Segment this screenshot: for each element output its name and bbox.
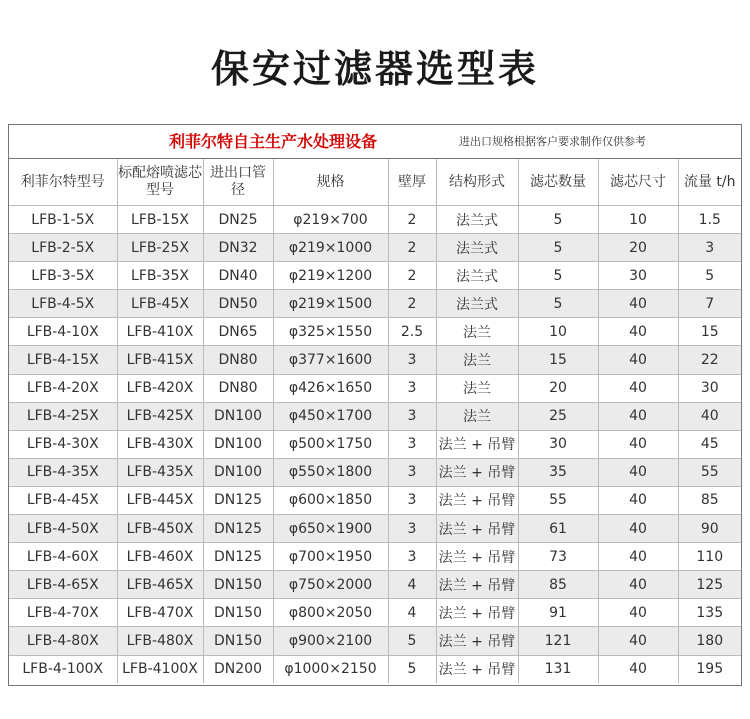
header-cartridge-count: 滤芯数量 (518, 159, 598, 206)
cell-wall-thickness: 2 (388, 290, 436, 318)
cell-cartridge-count: 5 (518, 234, 598, 262)
table-row (9, 599, 741, 627)
cell-cartridge-model: LFB-15X (117, 206, 203, 234)
cell-spec: φ219×700 (273, 206, 388, 234)
cell-cartridge-size: 10 (598, 206, 678, 234)
cell-cartridge-model: LFB-450X (117, 515, 203, 543)
page-title: 保安过滤器选型表 (210, 47, 539, 91)
cell-cartridge-size: 20 (598, 234, 678, 262)
cell-pipe-diameter: DN125 (203, 543, 273, 571)
cell-model: LFB-4-60X (9, 543, 117, 571)
cell-pipe-diameter: DN25 (203, 206, 273, 234)
cell-flow-rate: 90 (678, 515, 741, 543)
cell-cartridge-count: 61 (518, 515, 598, 543)
cell-pipe-diameter: DN32 (203, 234, 273, 262)
cell-wall-thickness: 2 (388, 262, 436, 290)
cell-flow-rate: 135 (678, 599, 741, 627)
cell-cartridge-size: 40 (598, 458, 678, 486)
banner-note: 进出口规格根据客户要求制作仅供参考 (459, 135, 646, 148)
cell-wall-thickness: 2 (388, 206, 436, 234)
cell-pipe-diameter: DN150 (203, 599, 273, 627)
cell-cartridge-count: 20 (518, 374, 598, 402)
cell-wall-thickness: 3 (388, 402, 436, 430)
table-row (9, 430, 741, 458)
cell-cartridge-model: LFB-45X (117, 290, 203, 318)
cell-structure: 法兰 (436, 346, 518, 374)
cell-cartridge-count: 5 (518, 206, 598, 234)
cell-model: LFB-4-20X (9, 374, 117, 402)
cell-structure: 法兰 + 吊臂 (436, 543, 518, 571)
cell-cartridge-model: LFB-410X (117, 318, 203, 346)
cell-cartridge-count: 55 (518, 486, 598, 514)
cell-cartridge-model: LFB-470X (117, 599, 203, 627)
cell-pipe-diameter: DN80 (203, 374, 273, 402)
cell-spec: φ219×1200 (273, 262, 388, 290)
cell-spec: φ426×1650 (273, 374, 388, 402)
cell-cartridge-size: 40 (598, 571, 678, 599)
table-row (9, 234, 741, 262)
cell-wall-thickness: 2.5 (388, 318, 436, 346)
cell-flow-rate: 30 (678, 374, 741, 402)
selection-table (9, 159, 741, 683)
cell-cartridge-count: 25 (518, 402, 598, 430)
cell-flow-rate: 180 (678, 627, 741, 655)
cell-structure: 法兰 + 吊臂 (436, 515, 518, 543)
cell-structure: 法兰 (436, 402, 518, 430)
cell-spec: φ219×1500 (273, 290, 388, 318)
cell-cartridge-model: LFB-25X (117, 234, 203, 262)
cell-flow-rate: 3 (678, 234, 741, 262)
cell-cartridge-size: 40 (598, 346, 678, 374)
cell-flow-rate: 110 (678, 543, 741, 571)
cell-spec: φ1000×2150 (273, 655, 388, 683)
cell-structure: 法兰式 (436, 290, 518, 318)
table-row (9, 486, 741, 514)
cell-flow-rate: 15 (678, 318, 741, 346)
cell-cartridge-size: 40 (598, 655, 678, 683)
cell-wall-thickness: 3 (388, 430, 436, 458)
cell-wall-thickness: 3 (388, 486, 436, 514)
cell-model: LFB-4-50X (9, 515, 117, 543)
table-row (9, 318, 741, 346)
cell-pipe-diameter: DN50 (203, 290, 273, 318)
header-cartridge-size: 滤芯尺寸 (598, 159, 678, 206)
cell-model: LFB-4-100X (9, 655, 117, 683)
cell-cartridge-size: 40 (598, 599, 678, 627)
table-row (9, 458, 741, 486)
cell-spec: φ600×1850 (273, 486, 388, 514)
cell-wall-thickness: 3 (388, 346, 436, 374)
cell-cartridge-count: 85 (518, 571, 598, 599)
cell-cartridge-size: 40 (598, 543, 678, 571)
cell-structure: 法兰 + 吊臂 (436, 627, 518, 655)
table-banner (9, 125, 741, 159)
table-row (9, 627, 741, 655)
cell-structure: 法兰式 (436, 234, 518, 262)
cell-flow-rate: 195 (678, 655, 741, 683)
table-header-row (9, 159, 741, 206)
cell-flow-rate: 40 (678, 402, 741, 430)
cell-model: LFB-4-15X (9, 346, 117, 374)
cell-pipe-diameter: DN125 (203, 486, 273, 514)
cell-cartridge-model: LFB-430X (117, 430, 203, 458)
cell-cartridge-count: 15 (518, 346, 598, 374)
cell-cartridge-model: LFB-460X (117, 543, 203, 571)
cell-flow-rate: 22 (678, 346, 741, 374)
cell-wall-thickness: 3 (388, 543, 436, 571)
table-row (9, 543, 741, 571)
cell-pipe-diameter: DN100 (203, 430, 273, 458)
cell-model: LFB-4-80X (9, 627, 117, 655)
cell-cartridge-size: 40 (598, 374, 678, 402)
cell-wall-thickness: 3 (388, 374, 436, 402)
cell-spec: φ377×1600 (273, 346, 388, 374)
cell-model: LFB-4-70X (9, 599, 117, 627)
cell-wall-thickness: 4 (388, 599, 436, 627)
table-row (9, 515, 741, 543)
cell-cartridge-count: 91 (518, 599, 598, 627)
cell-cartridge-count: 131 (518, 655, 598, 683)
header-spec: 规格 (273, 159, 388, 206)
cell-structure: 法兰 + 吊臂 (436, 571, 518, 599)
cell-pipe-diameter: DN150 (203, 627, 273, 655)
cell-spec: φ550×1800 (273, 458, 388, 486)
cell-model: LFB-3-5X (9, 262, 117, 290)
cell-flow-rate: 1.5 (678, 206, 741, 234)
cell-spec: φ800×2050 (273, 599, 388, 627)
header-cartridge-model: 标配熔喷滤芯型号 (117, 159, 203, 206)
cell-structure: 法兰 + 吊臂 (436, 655, 518, 683)
cell-wall-thickness: 5 (388, 655, 436, 683)
cell-cartridge-model: LFB-425X (117, 402, 203, 430)
cell-wall-thickness: 2 (388, 234, 436, 262)
cell-spec: φ500×1750 (273, 430, 388, 458)
cell-pipe-diameter: DN150 (203, 571, 273, 599)
cell-wall-thickness: 5 (388, 627, 436, 655)
cell-structure: 法兰 + 吊臂 (436, 599, 518, 627)
table-row (9, 571, 741, 599)
cell-cartridge-model: LFB-415X (117, 346, 203, 374)
cell-spec: φ700×1950 (273, 543, 388, 571)
cell-pipe-diameter: DN100 (203, 402, 273, 430)
cell-cartridge-model: LFB-4100X (117, 655, 203, 683)
cell-model: LFB-4-45X (9, 486, 117, 514)
cell-spec: φ219×1000 (273, 234, 388, 262)
header-wall-thickness: 壁厚 (388, 159, 436, 206)
cell-cartridge-model: LFB-35X (117, 262, 203, 290)
cell-cartridge-model: LFB-480X (117, 627, 203, 655)
cell-cartridge-size: 30 (598, 262, 678, 290)
cell-model: LFB-4-5X (9, 290, 117, 318)
cell-model: LFB-4-25X (9, 402, 117, 430)
cell-cartridge-count: 35 (518, 458, 598, 486)
table-row (9, 655, 741, 683)
cell-model: LFB-1-5X (9, 206, 117, 234)
cell-cartridge-count: 5 (518, 262, 598, 290)
cell-cartridge-count: 5 (518, 290, 598, 318)
cell-flow-rate: 5 (678, 262, 741, 290)
cell-pipe-diameter: DN80 (203, 346, 273, 374)
cell-flow-rate: 55 (678, 458, 741, 486)
cell-model: LFB-4-10X (9, 318, 117, 346)
cell-pipe-diameter: DN40 (203, 262, 273, 290)
table-row (9, 374, 741, 402)
table-row (9, 290, 741, 318)
selection-table-panel (8, 124, 742, 686)
header-model: 利菲尔特型号 (9, 159, 117, 206)
cell-spec: φ650×1900 (273, 515, 388, 543)
cell-cartridge-size: 40 (598, 486, 678, 514)
cell-cartridge-model: LFB-465X (117, 571, 203, 599)
cell-cartridge-size: 40 (598, 402, 678, 430)
cell-pipe-diameter: DN125 (203, 515, 273, 543)
cell-cartridge-size: 40 (598, 627, 678, 655)
cell-cartridge-size: 40 (598, 290, 678, 318)
cell-cartridge-size: 40 (598, 318, 678, 346)
table-row (9, 346, 741, 374)
table-row (9, 262, 741, 290)
header-flow-rate: 流量 t/h (678, 159, 741, 206)
cell-cartridge-model: LFB-435X (117, 458, 203, 486)
cell-cartridge-count: 121 (518, 627, 598, 655)
cell-pipe-diameter: DN65 (203, 318, 273, 346)
cell-structure: 法兰 (436, 318, 518, 346)
banner-company-title: 利菲尔特自主生产水处理设备 (168, 132, 377, 151)
cell-structure: 法兰 + 吊臂 (436, 486, 518, 514)
cell-pipe-diameter: DN100 (203, 458, 273, 486)
cell-model: LFB-4-65X (9, 571, 117, 599)
cell-flow-rate: 7 (678, 290, 741, 318)
cell-structure: 法兰 + 吊臂 (436, 430, 518, 458)
header-pipe-diameter: 进出口管径 (203, 159, 273, 206)
cell-flow-rate: 125 (678, 571, 741, 599)
cell-spec: φ325×1550 (273, 318, 388, 346)
cell-spec: φ900×2100 (273, 627, 388, 655)
cell-cartridge-model: LFB-445X (117, 486, 203, 514)
table-row (9, 402, 741, 430)
cell-cartridge-count: 30 (518, 430, 598, 458)
cell-cartridge-size: 40 (598, 430, 678, 458)
cell-flow-rate: 45 (678, 430, 741, 458)
cell-wall-thickness: 3 (388, 458, 436, 486)
cell-wall-thickness: 3 (388, 515, 436, 543)
cell-model: LFB-2-5X (9, 234, 117, 262)
cell-model: LFB-4-35X (9, 458, 117, 486)
table-body (9, 206, 741, 684)
cell-structure: 法兰式 (436, 206, 518, 234)
cell-cartridge-count: 10 (518, 318, 598, 346)
cell-model: LFB-4-30X (9, 430, 117, 458)
cell-spec: φ750×2000 (273, 571, 388, 599)
cell-pipe-diameter: DN200 (203, 655, 273, 683)
cell-flow-rate: 85 (678, 486, 741, 514)
cell-cartridge-model: LFB-420X (117, 374, 203, 402)
header-structure: 结构形式 (436, 159, 518, 206)
table-row (9, 206, 741, 234)
cell-spec: φ450×1700 (273, 402, 388, 430)
cell-structure: 法兰式 (436, 262, 518, 290)
cell-structure: 法兰 (436, 374, 518, 402)
cell-structure: 法兰 + 吊臂 (436, 458, 518, 486)
cell-wall-thickness: 4 (388, 571, 436, 599)
cell-cartridge-size: 40 (598, 515, 678, 543)
cell-cartridge-count: 73 (518, 543, 598, 571)
